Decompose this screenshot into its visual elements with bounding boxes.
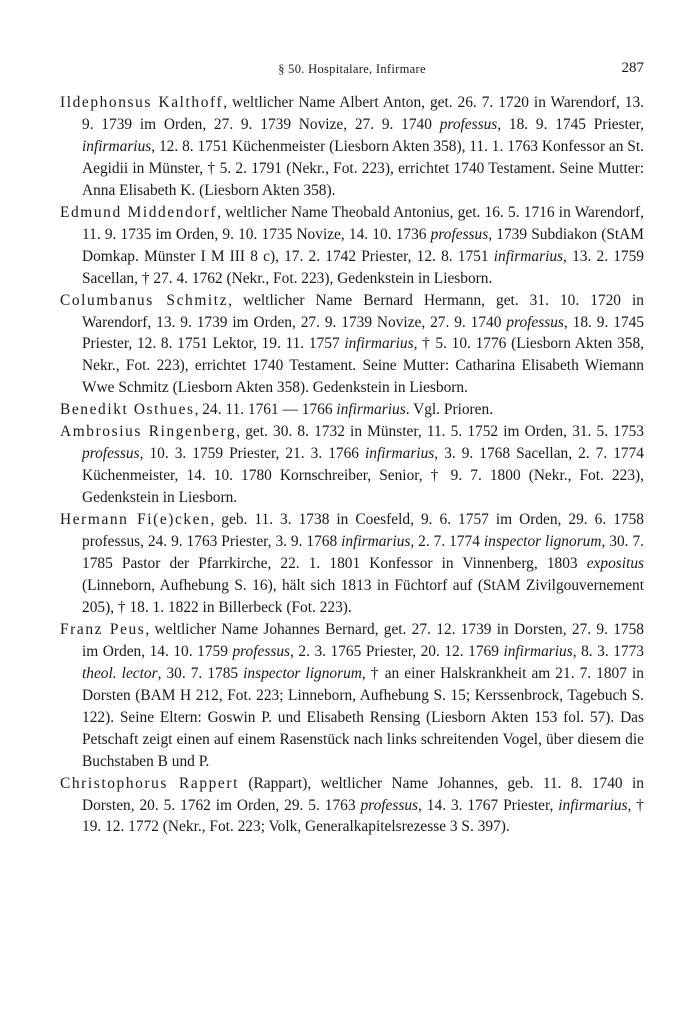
entry-text: , geb. 11. 3. 1738 in Coesfeld, 9. 6. 1757 im Orden, 29. 6. 1758 professus, 24. 9. 1763 Priester, 3. 9. 1768 — [82, 511, 644, 551]
latin-term: professus — [430, 225, 489, 243]
entry-text: , get. 30. 8. 1732 in Münster, 11. 5. 1752 im Orden, 31. 5. 1753 — [236, 423, 644, 441]
person-name: Hermann Fi(e)cken — [60, 511, 211, 529]
latin-term: inspector lignorum — [243, 664, 362, 682]
entry-text: , † 5. 10. 1776 (Liesborn Akten 358, Nekr., Fot. 223), errichtet 1740 Testament. Seine Mutter: Catharina Elisabeth Wiemann Wwe Schmitz (Liesborn Akten 358). Gedenkstein in Liesborn. — [82, 335, 644, 397]
latin-term: infirmarius — [503, 642, 573, 660]
person-name: Franz Peus — [60, 620, 146, 638]
running-head — [60, 62, 644, 84]
entry-text: , 13. 2. 1759 Sacellan, † 27. 4. 1762 (Nekr., Fot. 223), Gedenkstein in Liesborn. — [82, 247, 645, 287]
entry-text: , 18. 9. 1745 Priester, — [497, 115, 645, 133]
biography-entry — [60, 619, 644, 773]
person-name: Ambrosius Ringenberg — [60, 423, 237, 441]
page-number: 287 — [621, 60, 644, 76]
latin-term: professus — [439, 115, 498, 133]
latin-term: theol. lector — [82, 664, 158, 682]
entry-text: , weltlicher Name Johannes Bernard, get. 27. 12. 1739 in Dorsten, 27. 9. 1758 im Orden, 14. 10. 1759 — [82, 620, 644, 660]
entry-text: , 3. 9. 1768 Sacellan, 2. 7. 1774 Küchenmeister, 14. 10. 1780 Kornschreiber, Senior, † 9. 7. 1800 (Nekr., Fot. 223), Gedenkstein in Liesborn. — [82, 445, 645, 507]
entry-text: , 1739 Subdiakon (StAM Domkap. Münster I M III 8 c), 17. 2. 1742 Priester, 12. 8. 1751 — [82, 225, 644, 265]
entry-text: , † an einer Halskrankheit am 21. 7. 1807 in Dorsten (BAM H 212, Fot. 223; Linneborn, Aufhebung S. 15; Kerssenbrock, Tagebuch S. 122). Seine Eltern: Goswin P. und Elisabeth Rensing (Liesborn Akten 153 fol. 57). Das Petschaft zeigt einen auf einem Rasenstück nach links schreitenden Vogel, über diesem die Buchstaben B und P. — [82, 664, 644, 770]
entry-text: , weltlicher Name Albert Anton, get. 26. 7. 1720 in Warendorf, 13. 9. 1739 im Orden, 27. 9. 1739 Novize, 27. 9. 1740 — [82, 94, 644, 133]
entry-text: , 18. 9. 1745 Priester, 12. 8. 1751 Lektor, 19. 11. 1757 — [82, 313, 644, 353]
person-name: Ildephonsus Kalthoff — [60, 94, 224, 111]
person-name: Christophorus Rappert — [60, 774, 239, 792]
biography-entry — [60, 92, 644, 202]
biography-entry — [60, 202, 644, 290]
entry-text: , 12. 8. 1751 Küchenmeister (Liesborn Akten 358), 11. 1. 1763 Konfessor an St. Aegidii in Münster, † 5. 2. 1791 (Nekr., Fot. 223), errichtet 1740 Testament. Seine Mutter: Anna Elisabeth K. (Liesborn Akten 358). — [82, 137, 644, 199]
biography-entry — [60, 399, 644, 421]
latin-term: infirmarius — [493, 247, 564, 265]
entry-text: , weltlicher Name Bernard Hermann, get. 31. 10. 1720 in Warendorf, 13. 9. 1739 im Orden, 27. 9. 1739 Novize, 27. 9. 1740 — [82, 291, 644, 331]
biography-entry — [60, 773, 644, 839]
entry-text: , 24. 11. 1761 — 1766 — [194, 401, 337, 419]
entry-text: , 8. 3. 1773 — [572, 642, 645, 660]
person-name: Columbanus Schmitz — [60, 291, 229, 309]
latin-term: infirmarius — [82, 137, 152, 155]
latin-term: inspector lignorum — [483, 533, 602, 551]
entry-text: , 30. 7. 1785 — [157, 664, 244, 682]
entry-text: , 10. 3. 1759 Priester, 21. 3. 1766 — [139, 445, 365, 463]
latin-term: infirmarius — [558, 796, 628, 814]
latin-term: infirmarius — [365, 445, 435, 463]
biography-entry — [60, 509, 644, 619]
latin-term: infirmarius — [336, 401, 406, 419]
latin-term: professus — [232, 642, 291, 660]
running-title: § 50. Hospitalare, Infirmare — [278, 62, 426, 76]
person-name: Benedikt Osthues — [60, 401, 195, 419]
latin-term: expositus — [586, 555, 644, 573]
entry-text: (Linneborn, Aufhebung S. 16), hält sich 1813 in Füchtorf auf (StAM Zivilgouvernement 205), † 18. 1. 1822 in Billerbeck (Fot. 223). — [82, 576, 644, 616]
latin-term: professus — [506, 313, 564, 331]
latin-term: infirmarius — [344, 335, 414, 353]
latin-term: professus — [82, 445, 140, 463]
entry-list — [60, 92, 644, 838]
biography-entry — [60, 290, 644, 400]
latin-term: infirmarius — [341, 533, 411, 551]
entry-text: , 14. 3. 1767 Priester, — [418, 796, 559, 814]
entry-text: , 2. 7. 1774 — [410, 533, 484, 551]
latin-term: professus — [360, 796, 419, 814]
entry-text: , 2. 3. 1765 Priester, 20. 12. 1769 — [290, 642, 504, 660]
person-name: Edmund Middendorf — [60, 203, 218, 221]
entry-text: , weltlicher Name Theobald Antonius, get. 16. 5. 1716 in Warendorf, 11. 9. 1735 im Orden, 9. 10. 1735 Novize, 14. 10. 1736 — [82, 203, 644, 243]
biography-entry — [60, 421, 644, 509]
entry-text: (Rappart), weltlicher Name Johannes, geb. 11. 8. 1740 in Dorsten, 20. 5. 1762 im Orden, 29. 5. 1763 — [82, 774, 645, 814]
entry-text: , † 19. 12. 1772 (Nekr., Fot. 223; Volk, Generalkapitelsrezesse 3 S. 397). — [82, 796, 644, 836]
entry-text: . Vgl. Prioren. — [405, 401, 494, 419]
entry-text: , 30. 7. 1785 Pastor der Pfarrkirche, 22. 1. 1801 Konfessor in Vinnenberg, 1803 — [82, 533, 644, 573]
